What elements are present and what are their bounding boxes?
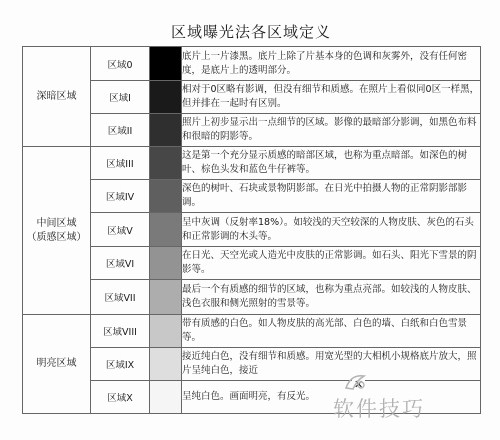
close-icon: ✕ — [354, 378, 364, 391]
group-label: 中间区域 — [36, 217, 77, 229]
page-title: 区域曝光法各区域定义 — [170, 23, 331, 41]
table-row — [23, 213, 481, 247]
zone-swatch — [150, 81, 182, 114]
zone-description: 这是第一个充分显示质感的暗部区域，也称为重点暗部。如深色的树叶、棕色头发和蓝色牛仔裤等。 — [182, 147, 481, 180]
zone-description: 深色的树叶、石块或景物阴影部。在日光中拍摄人物的正常阴影部影调。 — [182, 180, 481, 213]
zone-name: 区域VI — [91, 247, 150, 280]
zone-name: 区域V — [91, 213, 150, 247]
group-cell-dark — [23, 47, 91, 147]
table-row — [23, 147, 481, 180]
zone-name: 区域IV — [91, 180, 150, 213]
zone-swatch — [150, 280, 182, 315]
zone-description: 呈中灰调（反射率18%）。如较浅的天空较深的人物皮肤、灰色的石头和正常影调的木头等。 — [182, 213, 481, 247]
zone-description: 相对于0区略有影调，但没有细节和质感。在照片上看似同0区一样黑，但并排在一起时有区别。 — [182, 81, 481, 114]
table-row — [23, 247, 481, 280]
zone-description: 带有质感的白色。如人物皮肤的高光部、白色的墙、白纸和白色雪景等。 — [182, 315, 481, 348]
zone-swatch — [150, 315, 182, 348]
zone-name: 区域VIII — [91, 315, 150, 348]
table-row — [23, 315, 481, 348]
group-sublabel: （质感区域） — [26, 231, 87, 243]
group-label: 明亮区域 — [36, 358, 77, 369]
table-row — [23, 280, 481, 315]
zone-name: 区域IX — [91, 348, 150, 381]
zone-name: 区域III — [91, 147, 150, 180]
brand-logo-icon — [343, 372, 367, 392]
table-row — [23, 81, 481, 114]
zone-swatch — [150, 180, 182, 213]
zone-description: 呈纯白色。画面明亮，有反光。 — [182, 381, 481, 414]
group-cell-bright — [23, 315, 91, 414]
zone-description: 最后一个有质感的细节的区域，也称为重点亮部。如较浅的人物皮肤、浅色衣服和侧光照射的雪景等。 — [182, 280, 481, 315]
zone-swatch — [150, 247, 182, 280]
group-cell-middle — [23, 147, 91, 315]
zone-name: 区域VII — [91, 280, 150, 315]
zone-swatch — [150, 47, 182, 81]
zone-swatch — [150, 213, 182, 247]
zone-name: 区域X — [91, 381, 150, 414]
zone-description: 底片上一片漆黑。底片上除了片基本身的色调和灰雾外，没有任何密度，是底片上的透明部分。 — [182, 47, 481, 81]
group-label: 深暗区域 — [36, 90, 77, 102]
zone-description: 照片上初步显示出一点细节的区域。影像的最暗部分影调，如黑色布料和很暗的阴影等。 — [182, 114, 481, 147]
table-row — [23, 47, 481, 81]
zone-name: 区域0 — [91, 47, 150, 81]
zone-swatch — [150, 114, 182, 147]
zone-name: 区域I — [91, 81, 150, 114]
table-row — [23, 348, 481, 381]
zone-definition-table — [22, 46, 481, 414]
zone-swatch — [150, 147, 182, 180]
watermark-text: 软件技巧 — [333, 397, 425, 421]
zone-description: 在日光、天空光或人造光中皮肤的正常影调。如石头、阳光下雪景的阴影等。 — [182, 247, 481, 280]
table-row — [23, 180, 481, 213]
zone-swatch — [150, 381, 182, 414]
zone-swatch — [150, 348, 182, 381]
zone-description: 接近纯白色，没有细节和质感。用宽光型的大相机小规格底片放大，照片呈纯白色，接近 — [182, 348, 481, 381]
table-row — [23, 114, 481, 147]
zone-name: 区域II — [91, 114, 150, 147]
